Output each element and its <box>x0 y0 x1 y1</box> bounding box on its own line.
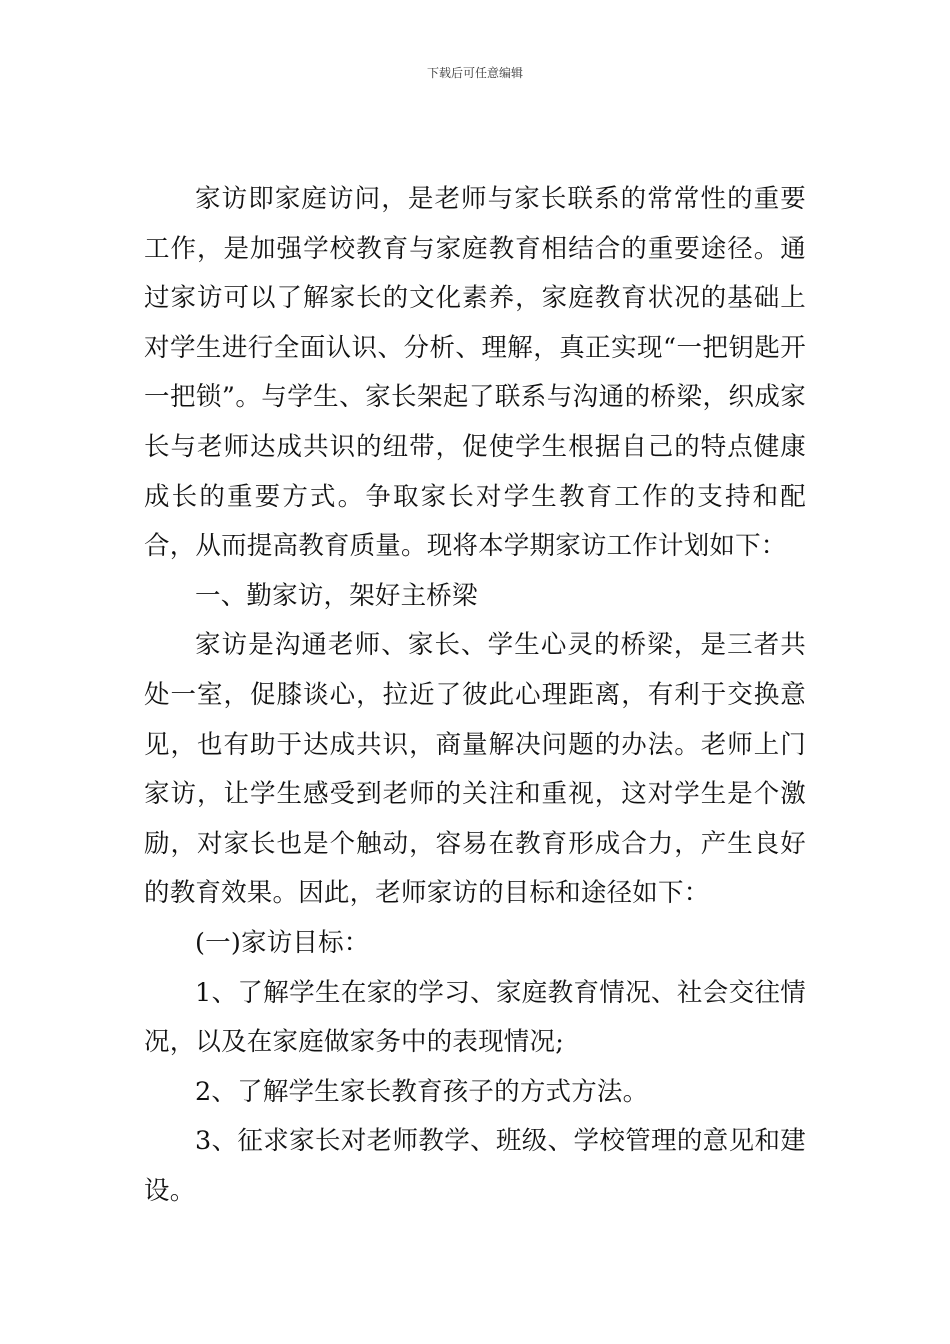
list-item-2: 2、了解学生家长教育孩子的方式方法。 <box>195 1076 649 1107</box>
section-paragraph: 家访是沟通老师、家长、学生心灵的桥梁，是三者共处一室，促膝谈心，拉近了彼此心理距离，有利于交换意见，也有助于达成共识，商量解决问题的办法。老师上门家访，让学生感受到老师的关注和重视，这对学生是个激励，对家长也是个触动，容易在教育形成合力，产生良好的教育效果。因此，老师家访的目标和途径如下： <box>144 630 806 909</box>
list-item-3: 3、征求家长对老师教学、班级、学校管理的意见和建设。 <box>144 1126 806 1206</box>
page-header: 下载后可任意编辑 <box>426 66 523 80</box>
intro-paragraph: 家访即家庭访问，是老师与家长联系的常常性的重要工作，是加强学校教育与家庭教育相结合的重要途径。通过家访可以了解家长的文化素养，家庭教育状况的基础上对学生进行全面认识、分析、理解，真正实现“一把钥匙开一把锁”。与学生、家长架起了联系与沟通的桥梁，织成家长与老师达成共识的纽带，促使学生根据自己的特点健康成长的重要方式。争取家长对学生教育工作的支持和配合，从而提高教育质量。现将本学期家访工作计划如下： <box>144 184 806 562</box>
list-item-1: 1、了解学生在家的学习、家庭教育情况、社会交往情况，以及在家庭做家务中的表现情况; <box>144 977 806 1058</box>
document-body <box>144 175 806 1216</box>
subsection-heading: (一)家访目标： <box>195 927 370 958</box>
section-heading-1: 一、勤家访，架好主桥梁 <box>195 580 478 611</box>
